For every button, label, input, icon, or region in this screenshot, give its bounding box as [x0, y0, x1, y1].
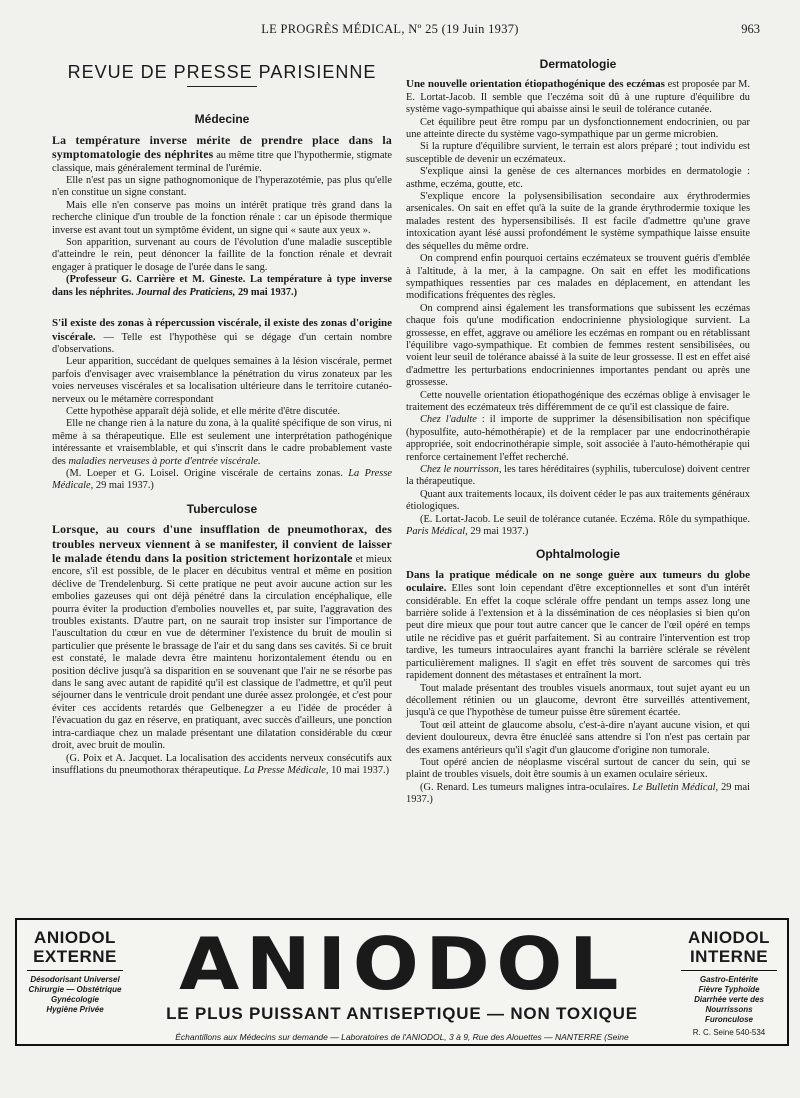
paragraph: Si la rupture d'équilibre survient, le terrain est alors préparé ; tout individu est susceptible de devenir un eczémateux. — [406, 141, 750, 165]
ad-slogan: LE PLUS PUISSANT ANTISEPTIQUE — NON TOXIQUE — [166, 1004, 638, 1023]
title-rule — [187, 86, 257, 87]
ad-box-subtitle: EXTERNE — [33, 947, 117, 966]
section-dermatologie: Dermatologie — [539, 57, 617, 71]
citation: (Professeur G. Carrière et M. Gineste. La température à type inverse dans les néphrites. Journal des Praticiens, 29 mai 1937.) — [52, 274, 392, 298]
paragraph: Leur apparition, succédant de quelques semaines à la lésion viscérale, permet parfois d'envisager avec vraisemblance la pénétration du virus zonateux par les voies nerveuses viscérales et sa localisation ultérieure dans le territoire cutanéo-nerveux ou le métamère correspondant — [52, 356, 392, 405]
running-header — [20, 22, 760, 38]
article-tumeurs — [406, 569, 750, 683]
aniodol-advertisement — [15, 918, 789, 1046]
right-column — [406, 58, 750, 811]
ad-rc-number: R. C. Seine 540-534 — [692, 1028, 766, 1037]
left-column — [52, 64, 392, 781]
section-medecine: Médecine — [194, 112, 250, 127]
article-lead: Lorsque, au cours d'une insufflation de pneumothorax, des troubles nerveux viennent à se manifester, il convient de laisser le malade étendu dans la position strictement horizontale — [52, 522, 392, 565]
article-text: et mieux encore, s'il est possible, de le placer en décubitus ventral et même en position déclive de Trendelenburg. Si cette pratique ne peut avoir aucune action sur les embolies gazeuses qui ont déjà pénétré dans la circulation encéphalique, elle pourra éviter la production d'embolies nouvelles et, par suite, l'aggravation des troubles existants. D'autre part, on ne saurait trop insister sur l'importance de l'auscultation du cœur en vue de déterminer l'existence du bruit de moulin si particulier que présente le brassage de l'air et du sang dans ses cavités. Si ce bruit est constaté, le malade devra être maintenu horizontalement étendu ou en position déclive jusqu'à sa disparition en se souvenant que l'air ne se résorbe pas dans le sang avec autant de rapidité qu'il est classique de l'admettre, et qu'il peut séjourner dans le ventricule droit pendant une durée assez prolongée, et c'est pour éviter ces accidents retardés que Gelbenegzer a eu l'idée de procéder à l'évacuation du gaz en réserve, en pratiquant, avec succès d'ailleurs, une ponction intra-cardiaque chez un malade présentant une dilatation considérable du cœur droit, avec bruit de moulin. — [52, 554, 392, 752]
ad-brand: ANIODOL — [179, 922, 625, 1006]
citation: (G. Renard. Les tumeurs malignes intra-oculaires. Le Bulletin Médical, 29 mai 1937.) — [406, 781, 750, 806]
paragraph: Chez le nourrisson, les tares héréditaires (syphilis, tuberculose) doivent centrer la thérapeutique. — [406, 464, 750, 488]
article-zonas — [52, 317, 392, 356]
paragraph: Cette nouvelle orientation étiopathogénique des eczémas oblige à envisager le traitement des eczémateux très différemment de ce qu'il est classique de faire. — [406, 389, 750, 413]
article-eczemas — [406, 78, 750, 116]
ad-box-line: Chirurgie — Obstétrique — [28, 985, 122, 994]
ad-box-line: Diarrhée verte des Nourrissons — [694, 995, 764, 1014]
running-title: LE PROGRÈS MÉDICAL, Nº 25 (19 Juin 1937) — [261, 22, 519, 36]
ad-box-line: Hygiène Privée — [46, 1005, 104, 1014]
paragraph: Tout œil atteint de glaucome absolu, c'est-à-dire n'ayant aucune vision, et qui devient douloureux, devra être énucléé sans attendre si l'on n'est pas certain par des examens antérieurs qu'il s'agit d'un glaucome d'origine non tumorale. — [406, 719, 750, 756]
article-text: est proposée par M. E. Lortat-Jacob. Il semble que l'eczéma soit dû à une rupture d'équilibre du système vago-sympathique qui abaisse ainsi le seuil de tolérance cutanée. — [406, 79, 750, 116]
paragraph: Elle n'est pas un signe pathognomonique de l'hyperazotémie, pas plus qu'elle n'en constitue un signe constant. — [52, 175, 392, 199]
section-tuberculose: Tuberculose — [186, 501, 258, 516]
ad-box-title: ANIODOL — [688, 928, 770, 947]
paragraph: S'explique encore la polysensibilisation secondaire aux érythrodermies arsenicales. On sait en effet qu'à la suite de la grande érythrodermie toxique les malades restent des hypersensibilisés. Il est facile d'admettre qu'une grave intoxication ayant lésé aussi profondément le système sympathique laisse ensuite des séquelles du même ordre. — [406, 191, 750, 252]
article-lead: S'il existe des zonas à répercussion viscérale, il existe des zonas d'origine viscérale. — [52, 317, 392, 343]
citation: (M. Loeper et G. Loisel. Origine viscérale de certains zonas. La Presse Médicale, 29 mai 1937.) — [52, 467, 392, 492]
paragraph: Chez l'adulte : il importe de supprimer la désensibilisation non spécifique (hyposulfite, auto-hémothérapie) et de la remplacer par une endocrinothérapie appropriée, soit endocrinothérapie simple, soit associée à l'auto-hémothérapie qui renforce certainement l'effet recherché. — [406, 414, 750, 463]
ad-box-line: Fièvre Typhoïde — [698, 985, 760, 994]
article-text: Elles sont loin cependant d'être exceptionnelles et sont d'un intérêt considérable. En effet la coque sclérale offre pendant un temps assez long une barrière solide à l'extension et à la dissémination de ces néoplasies si bien qu'on peut dire mieux que pour tout autre cancer que le cancer de l'œil opéré en temps utile ne récidive pas et guérit parfaitement. Si au contraire l'intervention est trop tardive, les tumeurs intraoculaires ayant franchi la barrière sclérale se révèlent particulièrement malignes. Il s'agit en effet très souvent de sarcomes qui très rapidement donnent des métastases et entraînent la mort. — [406, 583, 750, 682]
ad-address: Échantillons aux Médecins sur demande — Laboratoires de l'ANIODOL, 3 à 9, Rue des Alouettes — NANTERRE (Seine — [175, 1032, 629, 1042]
article-temperature — [52, 134, 392, 175]
article-lead: La température inverse mérite de prendre place dans la symptomatologie des néphrites — [52, 132, 392, 162]
ad-box-externe — [21, 928, 129, 1040]
ad-box-line: Gynécologie — [50, 995, 99, 1004]
revue-title: REVUE DE PRESSE PARISIENNE — [67, 62, 377, 82]
ad-box-title: ANIODOL — [34, 928, 116, 947]
article-lead: Une nouvelle orientation étiopathogénique des eczémas — [406, 78, 665, 91]
page-number: 963 — [741, 22, 760, 36]
paragraph: Cet équilibre peut être rompu par un dysfonctionnement endocrinien, ou par une atteinte directe du système vago-sympathique par un germe microbien. — [406, 116, 750, 141]
article-text: au même titre que l'hypothermie, stigmate classique, mais généralement terminal de l'urémie. — [52, 150, 392, 174]
article-lead: Dans la pratique médicale on ne songe guère aux tumeurs du globe oculaire. — [406, 568, 750, 595]
article-pneumothorax — [52, 523, 392, 752]
citation: (E. Lortat-Jacob. Le seuil de tolérance cutanée. Eczéma. Rôle du sympathique. Paris Médical, 29 mai 1937.) — [406, 513, 750, 538]
paragraph: Elle ne change rien à la nature du zona, à la qualité spécifique de son virus, ni même à sa thérapeutique. Elle est seulement une interprétation pathogénique intéressante et vraisemblable, et qui s'inscrit dans le cadre probablement vaste des maladies nerveuses à porte d'entrée viscérale. — [52, 418, 392, 467]
paragraph: Tout malade présentant des troubles visuels anormaux, tout sujet ayant eu un décollement rétinien ou un glaucome, devront être surveillés attentivement, jusqu'à ce que l'hypothèse de tumeur puisse être sûrement écartée. — [406, 682, 750, 719]
citation: (G. Poix et A. Jacquet. La localisation des accidents nerveux consécutifs aux insufflations du pneumothorax thérapeutique. La Presse Médicale, 10 mai 1937.) — [52, 752, 392, 776]
ad-box-line: Gastro-Entérite — [699, 975, 759, 984]
paragraph: S'explique ainsi la genèse de ces alternances morbides en dermatologie : asthme, eczéma, goutte, etc. — [406, 166, 750, 190]
paragraph: On comprend enfin pourquoi certains eczémateux se trouvent guéris d'emblée à l'altitude, à la mer, à la campagne. On sait en effet les modifications sympathiques ressenties par ces malades en déplacement, en attendant les modifications fréquentes des règles. — [406, 253, 750, 302]
paragraph: Mais elle n'en conserve pas moins un intérêt pratique très grand dans la recherche clinique d'un trouble de la fonction rénale : car un épisode thermique inverse est avant tout un symptôme évident, un signe qui « saute aux yeux ». — [52, 199, 392, 236]
ad-box-line: Furonculose — [704, 1015, 753, 1024]
ad-box-line: Désodorisant Universel — [30, 975, 120, 984]
paragraph: Quant aux traitements locaux, ils doivent céder le pas aux traitements généraux étiologiques. — [406, 488, 750, 513]
section-ophtalmologie: Ophtalmologie — [536, 547, 620, 562]
paragraph: Tout opéré ancien de néoplasme viscéral surtout de cancer du sein, qui se plaint de troubles visuels, doit être soumis à un examen oculaire sérieux. — [406, 756, 750, 781]
paragraph: Cette hypothèse apparaît déjà solide, et elle mérite d'être discutée. — [66, 405, 340, 417]
paragraph: Son apparition, survenant au cours de l'évolution d'une maladie susceptible d'atteindre le rein, peut dénoncer la faillite de la fonction rénale et devrait engager à pratiquer le dosage de l'urée dans le sang. — [52, 237, 392, 273]
ad-box-subtitle: INTERNE — [689, 947, 769, 966]
ad-center — [137, 924, 667, 1042]
article-text: — Telle est l'hypothèse qui se dégage d'un certain nombre d'observations. — [52, 331, 392, 355]
ad-box-interne — [675, 928, 783, 1040]
paragraph: On comprend ainsi également les transformations que subissent les eczémas chaque fois qu'une modification endocrinienne physiologique survient. La grossesse, en effet, aggrave ou améliore les eczémas en rompant ou en rétablissant l'équilibre vago-sympathique. Et combien de femmes restent sensibilisées, ou voient leur seuil de tolérance abaissé à la suite de leur grossesse. Il est en effet aisé d'admettre les perturbations endocriniennes importantes pendant ou après une grossesse. — [406, 302, 750, 389]
